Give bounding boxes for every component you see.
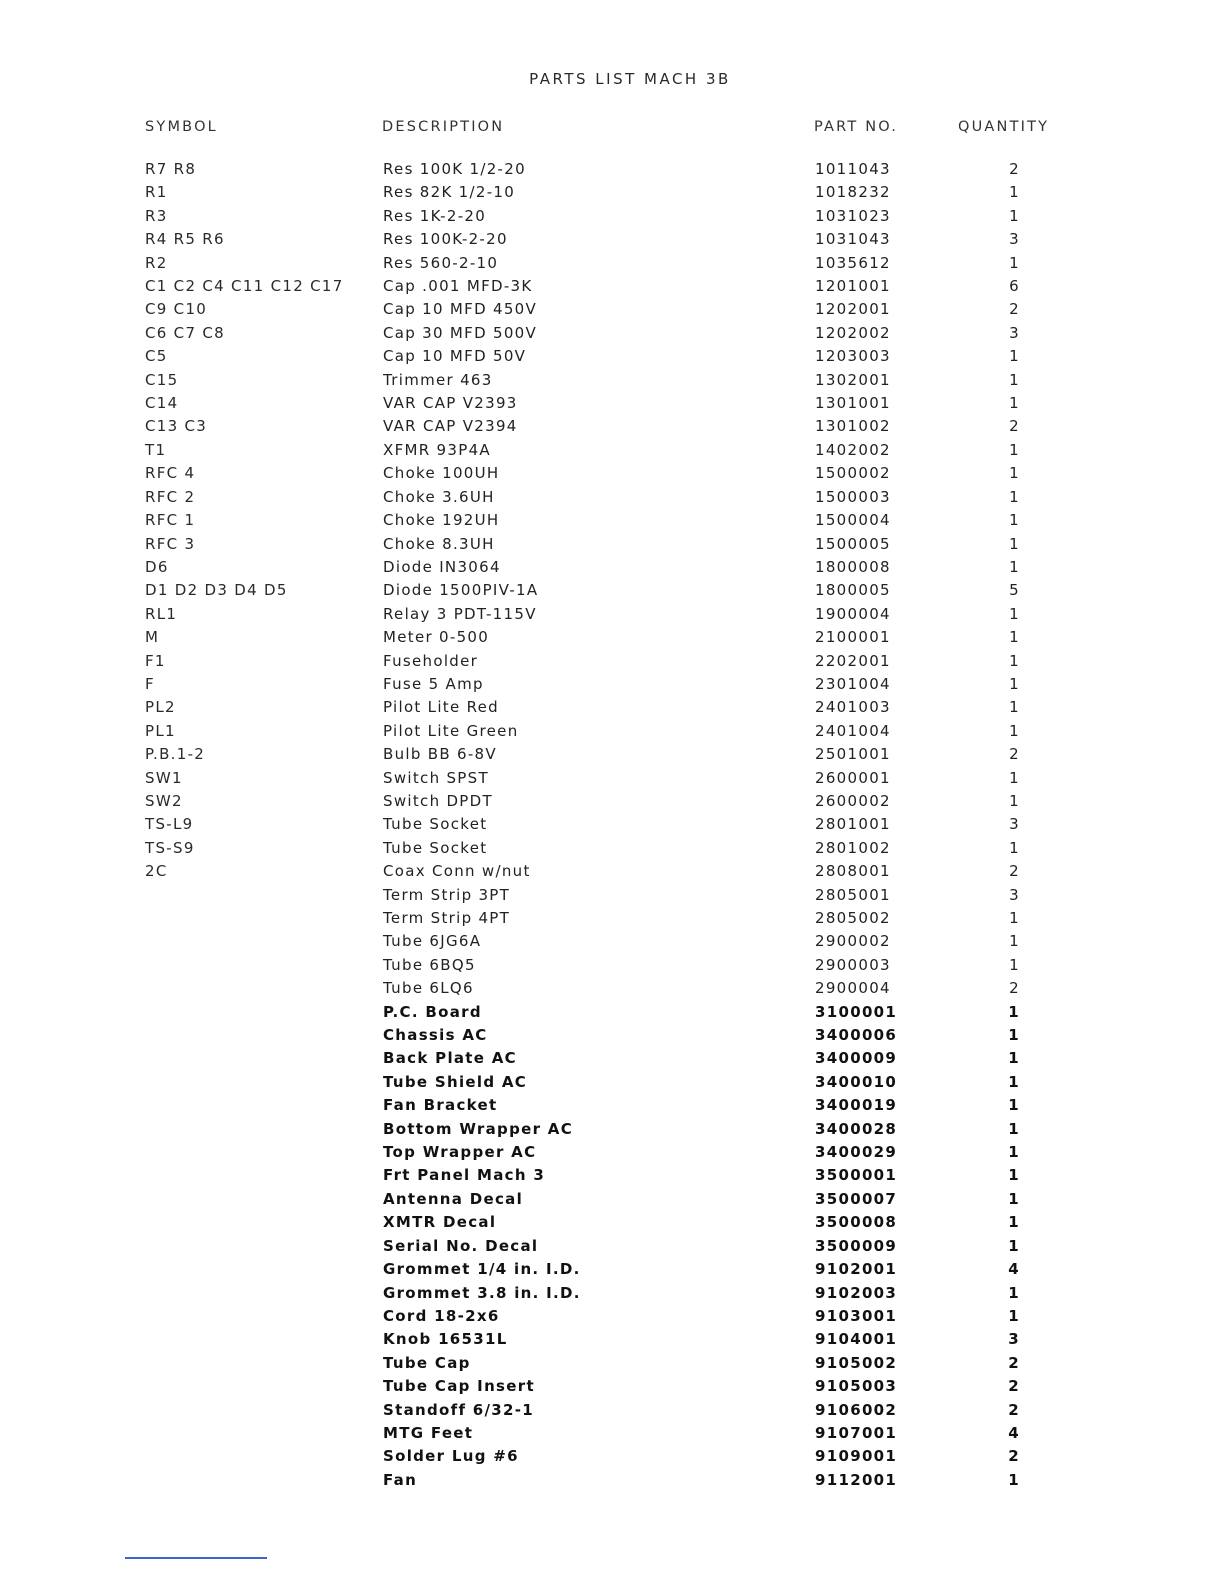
part-no-cell: 3500008 [815, 1213, 898, 1232]
table-row [0, 205, 1224, 228]
description-cell: VAR CAP V2394 [383, 417, 518, 436]
part-no-cell: 2801002 [815, 838, 891, 857]
part-no-cell: 3100001 [815, 1002, 898, 1021]
description-cell: Res 1K-2-20 [383, 206, 487, 225]
part-no-cell: 2801001 [815, 815, 891, 834]
description-cell: Knob 16531L [383, 1330, 508, 1349]
quantity-cell: 2 [1008, 1353, 1020, 1372]
quantity-cell: 1 [1009, 370, 1020, 389]
quantity-cell: 1 [1009, 838, 1020, 857]
quantity-cell: 1 [1009, 487, 1020, 506]
description-cell: Tube 6JG6A [383, 932, 482, 951]
table-row [0, 579, 1224, 602]
quantity-cell: 1 [1009, 347, 1020, 366]
part-no-cell: 2600002 [815, 791, 891, 810]
part-no-cell: 2301004 [815, 674, 891, 693]
part-no-cell: 2100001 [815, 628, 891, 647]
part-no-cell: 1031043 [815, 230, 891, 249]
part-no-cell: 3400029 [815, 1143, 898, 1162]
header-symbol: SYMBOL [145, 119, 218, 135]
table-row [0, 556, 1224, 579]
symbol-cell: R4 R5 R6 [145, 230, 225, 249]
description-cell: Diode 1500PIV-1A [383, 581, 539, 600]
table-row [0, 650, 1224, 673]
quantity-cell: 3 [1009, 230, 1020, 249]
description-cell: Coax Conn w/nut [383, 862, 531, 881]
table-row [0, 977, 1224, 1000]
part-no-cell: 2401004 [815, 721, 891, 740]
table-row [0, 1047, 1224, 1070]
symbol-cell: C5 [145, 347, 168, 366]
table-row [0, 1141, 1224, 1164]
table-row [0, 696, 1224, 719]
description-cell: Res 100K 1/2-20 [383, 160, 526, 178]
part-no-cell: 1035612 [815, 253, 891, 272]
quantity-cell: 1 [1009, 206, 1020, 225]
quantity-cell: 1 [1009, 674, 1020, 693]
part-no-cell: 3400009 [815, 1049, 898, 1068]
symbol-cell: D1 D2 D3 D4 D5 [145, 581, 288, 600]
symbol-cell: R1 [145, 183, 168, 202]
table-row [0, 813, 1224, 836]
quantity-cell: 4 [1008, 1260, 1020, 1279]
quantity-cell: 1 [1009, 534, 1020, 553]
quantity-cell: 3 [1008, 1330, 1020, 1349]
part-no-cell: 2401003 [815, 698, 891, 717]
part-no-cell: 1202001 [815, 300, 891, 319]
part-no-cell: 9106002 [815, 1400, 898, 1419]
table-row [0, 181, 1224, 204]
quantity-cell: 1 [1009, 721, 1020, 740]
description-cell: Trimmer 463 [383, 370, 493, 389]
table-row [0, 275, 1224, 298]
description-cell: Relay 3 PDT-115V [383, 604, 537, 623]
part-no-cell: 3400028 [815, 1119, 898, 1138]
symbol-cell: TS-L9 [145, 815, 194, 834]
table-row [0, 252, 1224, 275]
quantity-cell: 1 [1008, 1213, 1020, 1232]
quantity-cell: 1 [1009, 955, 1020, 974]
part-no-cell: 1800008 [815, 557, 891, 576]
header-quantity: QUANTITY [958, 119, 1050, 135]
part-no-cell: 1800005 [815, 581, 891, 600]
part-no-cell: 3500001 [815, 1166, 898, 1185]
symbol-cell: PL1 [145, 721, 176, 740]
symbol-cell: RFC 3 [145, 534, 196, 553]
table-row [0, 509, 1224, 532]
description-cell: Chassis AC [383, 1026, 488, 1045]
part-no-cell: 3400006 [815, 1026, 898, 1045]
part-no-cell: 9105003 [815, 1377, 898, 1396]
table-row [0, 486, 1224, 509]
description-cell: Tube Socket [383, 815, 488, 834]
description-cell: Choke 100UH [383, 464, 500, 483]
description-cell: Solder Lug #6 [383, 1447, 519, 1466]
part-no-cell: 1500004 [815, 511, 891, 530]
symbol-cell: C6 C7 C8 [145, 323, 225, 342]
description-cell: Meter 0-500 [383, 628, 490, 647]
table-row [0, 1375, 1224, 1398]
part-no-cell: 1011043 [815, 160, 891, 178]
table-row [0, 158, 1224, 181]
quantity-cell: 1 [1009, 511, 1020, 530]
part-no-cell: 9105002 [815, 1353, 898, 1372]
part-no-cell: 2900003 [815, 955, 891, 974]
description-cell: Term Strip 4PT [383, 909, 511, 927]
description-cell: Res 100K-2-20 [383, 230, 508, 249]
symbol-cell: SW1 [145, 768, 183, 787]
table-row [0, 1282, 1224, 1305]
table-row [0, 1352, 1224, 1375]
part-no-cell: 3400019 [815, 1096, 898, 1115]
table-row [0, 1469, 1224, 1492]
table-row [0, 860, 1224, 883]
part-no-cell: 1500003 [815, 487, 891, 506]
quantity-cell: 1 [1009, 909, 1020, 927]
symbol-cell: SW2 [145, 791, 183, 810]
quantity-cell: 1 [1008, 1306, 1020, 1325]
symbol-cell: F1 [145, 651, 166, 670]
quantity-cell: 4 [1008, 1423, 1020, 1442]
description-cell: XMTR Decal [383, 1213, 497, 1232]
quantity-cell: 1 [1009, 253, 1020, 272]
description-cell: Standoff 6/32-1 [383, 1400, 535, 1419]
quantity-cell: 1 [1009, 768, 1020, 787]
part-no-cell: 1500002 [815, 464, 891, 483]
table-row [0, 720, 1224, 743]
symbol-cell: C15 [145, 370, 179, 389]
symbol-cell: D6 [145, 557, 169, 576]
table-row [0, 1164, 1224, 1187]
quantity-cell: 1 [1008, 1002, 1020, 1021]
description-cell: Top Wrapper AC [383, 1143, 537, 1162]
description-cell: Fan Bracket [383, 1096, 498, 1115]
part-no-cell: 1900004 [815, 604, 891, 623]
part-no-cell: 1301002 [815, 417, 891, 436]
table-row [0, 1422, 1224, 1445]
symbol-cell: T1 [145, 440, 167, 459]
quantity-cell: 1 [1008, 1096, 1020, 1115]
table-row [0, 1445, 1224, 1468]
description-cell: Fuse 5 Amp [383, 674, 484, 693]
symbol-cell: F [145, 674, 155, 693]
table-row [0, 1235, 1224, 1258]
table-row [0, 533, 1224, 556]
quantity-cell: 1 [1008, 1283, 1020, 1302]
quantity-cell: 3 [1009, 323, 1020, 342]
part-no-cell: 9112001 [815, 1470, 898, 1489]
description-cell: Cord 18-2x6 [383, 1306, 500, 1325]
part-no-cell: 2600001 [815, 768, 891, 787]
table-row [0, 837, 1224, 860]
quantity-cell: 1 [1009, 557, 1020, 576]
quantity-cell: 1 [1009, 464, 1020, 483]
part-no-cell: 9107001 [815, 1423, 898, 1442]
quantity-cell: 1 [1009, 651, 1020, 670]
table-row [0, 1328, 1224, 1351]
part-no-cell: 1202002 [815, 323, 891, 342]
description-cell: Antenna Decal [383, 1189, 524, 1208]
description-cell: Cap 10 MFD 50V [383, 347, 527, 366]
description-cell: Choke 8.3UH [383, 534, 495, 553]
table-row [0, 415, 1224, 438]
description-cell: Bulb BB 6-8V [383, 745, 497, 764]
part-no-cell: 9102001 [815, 1260, 898, 1279]
description-cell: Serial No. Decal [383, 1236, 539, 1255]
quantity-cell: 2 [1009, 160, 1020, 178]
quantity-cell: 1 [1008, 1166, 1020, 1185]
part-no-cell: 3500009 [815, 1236, 898, 1255]
description-cell: Fuseholder [383, 651, 479, 670]
table-row [0, 884, 1224, 907]
description-cell: Tube Socket [383, 838, 488, 857]
table-row [0, 673, 1224, 696]
description-cell: Tube Cap Insert [383, 1377, 535, 1396]
quantity-cell: 2 [1009, 417, 1020, 436]
part-no-cell: 3500007 [815, 1189, 898, 1208]
table-row [0, 345, 1224, 368]
symbol-cell: C14 [145, 394, 179, 413]
symbol-cell: 2C [145, 862, 168, 881]
part-no-cell: 1402002 [815, 440, 891, 459]
table-row [0, 767, 1224, 790]
quantity-cell: 1 [1008, 1189, 1020, 1208]
part-no-cell: 2808001 [815, 862, 891, 881]
parts-table [0, 158, 1224, 1492]
table-row [0, 1001, 1224, 1024]
part-no-cell: 1500005 [815, 534, 891, 553]
table-row [0, 1094, 1224, 1117]
quantity-cell: 1 [1008, 1026, 1020, 1045]
description-cell: Choke 3.6UH [383, 487, 495, 506]
table-row [0, 462, 1224, 485]
quantity-cell: 1 [1008, 1049, 1020, 1068]
symbol-cell: RFC 1 [145, 511, 196, 530]
quantity-cell: 2 [1008, 1447, 1020, 1466]
quantity-cell: 6 [1009, 277, 1020, 296]
table-row [0, 392, 1224, 415]
description-cell: Back Plate AC [383, 1049, 517, 1068]
part-no-cell: 9109001 [815, 1447, 898, 1466]
description-cell: Tube Shield AC [383, 1072, 528, 1091]
description-cell: MTG Feet [383, 1423, 474, 1442]
part-no-cell: 2805002 [815, 909, 891, 927]
table-row [0, 1258, 1224, 1281]
part-no-cell: 2805001 [815, 885, 891, 904]
description-cell: XFMR 93P4A [383, 440, 491, 459]
table-row [0, 322, 1224, 345]
part-no-cell: 1201001 [815, 277, 891, 296]
symbol-cell: RL1 [145, 604, 178, 623]
description-cell: Cap 10 MFD 450V [383, 300, 538, 319]
description-cell: Term Strip 3PT [383, 885, 511, 904]
quantity-cell: 1 [1008, 1236, 1020, 1255]
table-row [0, 603, 1224, 626]
description-cell: Diode IN3064 [383, 557, 501, 576]
description-cell: Fan [383, 1470, 418, 1489]
description-cell: Tube Cap [383, 1353, 471, 1372]
quantity-cell: 1 [1009, 183, 1020, 202]
quantity-cell: 2 [1009, 745, 1020, 764]
quantity-cell: 1 [1008, 1119, 1020, 1138]
description-cell: P.C. Board [383, 1002, 482, 1021]
part-no-cell: 2900002 [815, 932, 891, 951]
symbol-cell: R7 R8 [145, 160, 197, 178]
part-no-cell: 1302001 [815, 370, 891, 389]
description-cell: Grommet 3.8 in. I.D. [383, 1283, 581, 1302]
description-cell: Pilot Lite Red [383, 698, 499, 717]
description-cell: Grommet 1/4 in. I.D. [383, 1260, 581, 1279]
quantity-cell: 1 [1008, 1470, 1020, 1489]
symbol-cell: C13 C3 [145, 417, 208, 436]
part-no-cell: 1203003 [815, 347, 891, 366]
symbol-cell: R2 [145, 253, 168, 272]
symbol-cell: RFC 4 [145, 464, 196, 483]
part-no-cell: 9103001 [815, 1306, 898, 1325]
quantity-cell: 3 [1009, 885, 1020, 904]
quantity-cell: 5 [1009, 581, 1020, 600]
table-row [0, 1071, 1224, 1094]
description-cell: Res 82K 1/2-10 [383, 183, 516, 202]
header-part-no: PART NO. [814, 119, 899, 135]
part-no-cell: 9102003 [815, 1283, 898, 1302]
quantity-cell: 2 [1008, 1400, 1020, 1419]
table-row [0, 1188, 1224, 1211]
table-row [0, 1211, 1224, 1234]
quantity-cell: 1 [1009, 394, 1020, 413]
description-cell: Cap .001 MFD-3K [383, 277, 533, 296]
quantity-cell: 2 [1008, 1377, 1020, 1396]
description-cell: Choke 192UH [383, 511, 500, 530]
part-no-cell: 2202001 [815, 651, 891, 670]
table-row [0, 790, 1224, 813]
quantity-cell: 1 [1008, 1072, 1020, 1091]
symbol-cell: P.B.1-2 [145, 745, 206, 764]
table-row [0, 930, 1224, 953]
description-cell: VAR CAP V2393 [383, 394, 518, 413]
symbol-cell: M [145, 628, 160, 647]
quantity-cell: 1 [1008, 1143, 1020, 1162]
quantity-cell: 1 [1009, 791, 1020, 810]
table-row [0, 228, 1224, 251]
quantity-cell: 1 [1009, 628, 1020, 647]
part-no-cell: 9104001 [815, 1330, 898, 1349]
symbol-cell: C1 C2 C4 C11 C12 C17 [145, 277, 344, 296]
description-cell: Cap 30 MFD 500V [383, 323, 538, 342]
part-no-cell: 2900004 [815, 979, 891, 998]
table-row [0, 369, 1224, 392]
description-cell: Res 560-2-10 [383, 253, 499, 272]
table-row [0, 743, 1224, 766]
description-cell: Pilot Lite Green [383, 721, 519, 740]
table-row [0, 626, 1224, 649]
table-row [0, 1305, 1224, 1328]
quantity-cell: 1 [1009, 604, 1020, 623]
description-cell: Bottom Wrapper AC [383, 1119, 574, 1138]
symbol-cell: PL2 [145, 698, 176, 717]
part-no-cell: 2501001 [815, 745, 891, 764]
quantity-cell: 2 [1009, 979, 1020, 998]
description-cell: Switch SPST [383, 768, 489, 787]
description-cell: Switch DPDT [383, 791, 493, 810]
table-row [0, 1399, 1224, 1422]
table-row [0, 1024, 1224, 1047]
description-cell: Frt Panel Mach 3 [383, 1166, 546, 1185]
table-row [0, 1118, 1224, 1141]
quantity-cell: 1 [1009, 440, 1020, 459]
table-row [0, 954, 1224, 977]
symbol-cell: C9 C10 [145, 300, 208, 319]
page-title: PARTS LIST MACH 3B [529, 70, 731, 88]
table-row [0, 907, 1224, 930]
symbol-cell: RFC 2 [145, 487, 196, 506]
footer-rule [125, 1557, 267, 1559]
symbol-cell: TS-S9 [145, 838, 195, 857]
part-no-cell: 1301001 [815, 394, 891, 413]
quantity-cell: 1 [1009, 932, 1020, 951]
header-description: DESCRIPTION [382, 119, 505, 135]
description-cell: Tube 6BQ5 [383, 955, 476, 974]
quantity-cell: 1 [1009, 698, 1020, 717]
part-no-cell: 3400010 [815, 1072, 898, 1091]
quantity-cell: 2 [1009, 862, 1020, 881]
symbol-cell: R3 [145, 206, 168, 225]
description-cell: Tube 6LQ6 [383, 979, 474, 998]
quantity-cell: 2 [1009, 300, 1020, 319]
quantity-cell: 3 [1009, 815, 1020, 834]
table-row [0, 298, 1224, 321]
part-no-cell: 1031023 [815, 206, 891, 225]
table-row [0, 439, 1224, 462]
part-no-cell: 1018232 [815, 183, 891, 202]
